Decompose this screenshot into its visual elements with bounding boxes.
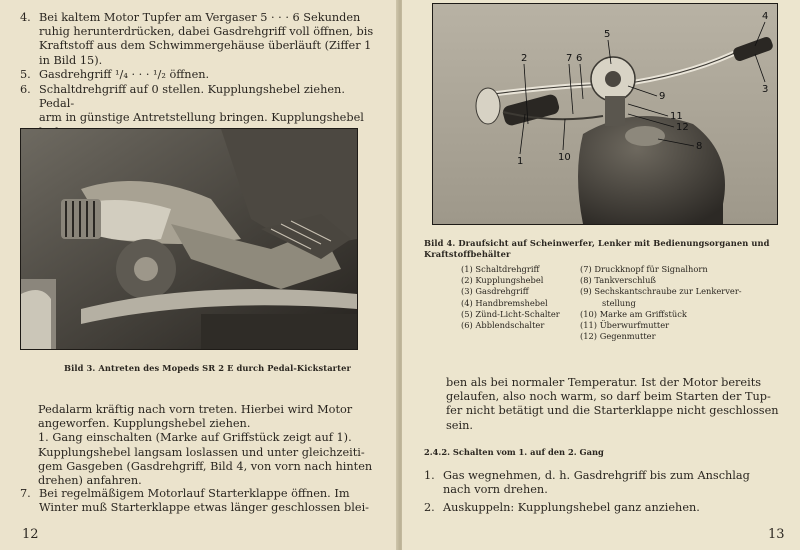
callout-8: 8 xyxy=(696,141,703,152)
page-number-right: 13 xyxy=(768,527,785,542)
legend-num: (9) xyxy=(580,286,592,297)
callout-5: 5 xyxy=(604,29,611,40)
body-paragraph: ben als bei normaler Temperatur. Ist der Motor bereits gelaufen, also noch warm, so darf beim Starten der Tup- fer nicht betätigt und die Starterklappe nicht geschlossen sein. xyxy=(446,376,779,432)
step-number: 1. xyxy=(424,469,435,482)
step-line: Schaltdrehgriff auf 0 stellen. Kupplungshebel ziehen. Pedal- xyxy=(39,83,345,111)
figure-3-photo xyxy=(20,128,358,350)
legend-row xyxy=(580,320,780,331)
left-page xyxy=(0,0,398,550)
legend-text: Schaltdrehgriff xyxy=(475,264,540,274)
legend-right xyxy=(580,264,780,342)
step-line: Gas wegnehmen, d. h. Gasdrehgriff bis zum Anschlag xyxy=(443,469,750,482)
callout-4: 4 xyxy=(762,11,769,22)
legend-num: (3) xyxy=(461,286,473,297)
legend-text: Sechskantschraube zur Lenkerver- xyxy=(594,286,742,297)
step-line: Gasdrehgriff ¹/₄ · · · ¹/₂ öffnen. xyxy=(39,68,210,81)
legend-text: stellung xyxy=(602,297,636,308)
step-line: nach vorn drehen. xyxy=(443,483,548,497)
moped-kickstart-illustration xyxy=(21,129,357,349)
legend-text: Kupplungshebel xyxy=(475,275,544,286)
callout-2: 2 xyxy=(521,53,528,64)
step-number: 7. xyxy=(20,487,31,500)
legend-text: Marke am Griffstück xyxy=(599,308,687,319)
legend-num: (8) xyxy=(580,275,592,286)
legend-num: (7) xyxy=(580,264,592,274)
step-number: 2. xyxy=(424,501,435,514)
legend-text: Gasdrehgriff xyxy=(475,286,529,297)
step-line: Bei regelmäßigem Motorlauf Starterklappe öffnen. Im xyxy=(39,487,350,500)
legend-text: Gegenmutter xyxy=(599,331,656,342)
legend-row xyxy=(580,331,780,342)
figure-4-photo xyxy=(432,3,778,225)
callout-11: 11 xyxy=(670,111,683,122)
body-paragraph: Pedalarm kräftig nach vorn treten. Hierbei wird Motor angeworfen. Kupplungshebel ziehen. 1. Gang einschalten (Marke auf Griffstück zeigt auf 1). Kupplungshebel langsam loslassen und unter gleichzeiti- gem Gasgeben (Gasdrehgriff, Bild 4, von vorn nach hinten drehen) anfahren. xyxy=(38,403,373,488)
legend-row xyxy=(580,286,780,297)
legend-text: Tankverschluß xyxy=(594,275,656,286)
legend-num: (5) xyxy=(461,308,473,319)
legend-num: (11) xyxy=(580,319,598,330)
legend-row xyxy=(580,298,780,309)
legend-num: (12) xyxy=(580,331,598,342)
legend-text: Abblendschalter xyxy=(475,319,545,330)
legend-text: Überwurfmutter xyxy=(599,319,670,330)
page-number-left: 12 xyxy=(22,527,39,542)
step-line: Auskuppeln: Kupplungshebel ganz anziehen. xyxy=(443,501,700,514)
step-line: Winter muß Starterklappe etwas länger geschlossen blei- xyxy=(39,501,370,515)
legend-row xyxy=(580,309,780,320)
callout-10: 10 xyxy=(558,152,571,163)
legend-num: (4) xyxy=(461,297,473,308)
callout-7: 7 xyxy=(566,53,573,64)
step-line: Kraftstoff aus dem Schwimmergehäuse überläuft (Ziffer 1 xyxy=(39,39,372,53)
step-line: ruhig herunterdrücken, dabei Gasdrehgriff voll öffnen, bis xyxy=(39,25,374,39)
step-number: 4. xyxy=(20,11,31,24)
step-line: arm in günstige Antretstellung bringen. Kupplungshebel xyxy=(39,111,364,125)
handlebar-illustration xyxy=(433,4,777,224)
legend-text: Handbremshebel xyxy=(475,297,548,308)
legend-text: Druckknopf für Signalhorn xyxy=(594,264,708,274)
legend-row xyxy=(580,275,780,286)
legend-num: (2) xyxy=(461,275,473,286)
callout-6: 6 xyxy=(576,53,583,64)
step-number: 5. xyxy=(20,68,31,81)
callout-12: 12 xyxy=(676,122,689,133)
section-heading: 2.4.2. Schalten vom 1. auf den 2. Gang xyxy=(424,447,604,457)
right-page xyxy=(402,0,800,550)
step-line: in Bild 15). xyxy=(39,53,103,67)
step-line: Bei kaltem Motor Tupfer am Vergaser 5 · · · 6 Sekunden xyxy=(39,11,361,24)
legend-num: (6) xyxy=(461,319,473,330)
legend-row xyxy=(580,264,780,275)
callout-9: 9 xyxy=(659,91,666,102)
figure-4-caption-line1: Bild 4. Draufsicht auf Scheinwerfer, Lenker mit Bedienungsorganen und xyxy=(424,238,770,248)
legend-text: Zünd-Licht-Schalter xyxy=(475,308,560,319)
callout-1: 1 xyxy=(517,156,524,167)
legend-num: (10) xyxy=(580,308,598,319)
figure-4-caption-line2: Kraftstoffbehälter xyxy=(424,249,511,259)
step-number: 6. xyxy=(20,83,31,96)
figure-3-caption: Bild 3. Antreten des Mopeds SR 2 E durch Pedal-Kickstarter xyxy=(64,363,351,373)
legend-num: (1) xyxy=(461,264,473,274)
callout-3: 3 xyxy=(762,84,769,95)
